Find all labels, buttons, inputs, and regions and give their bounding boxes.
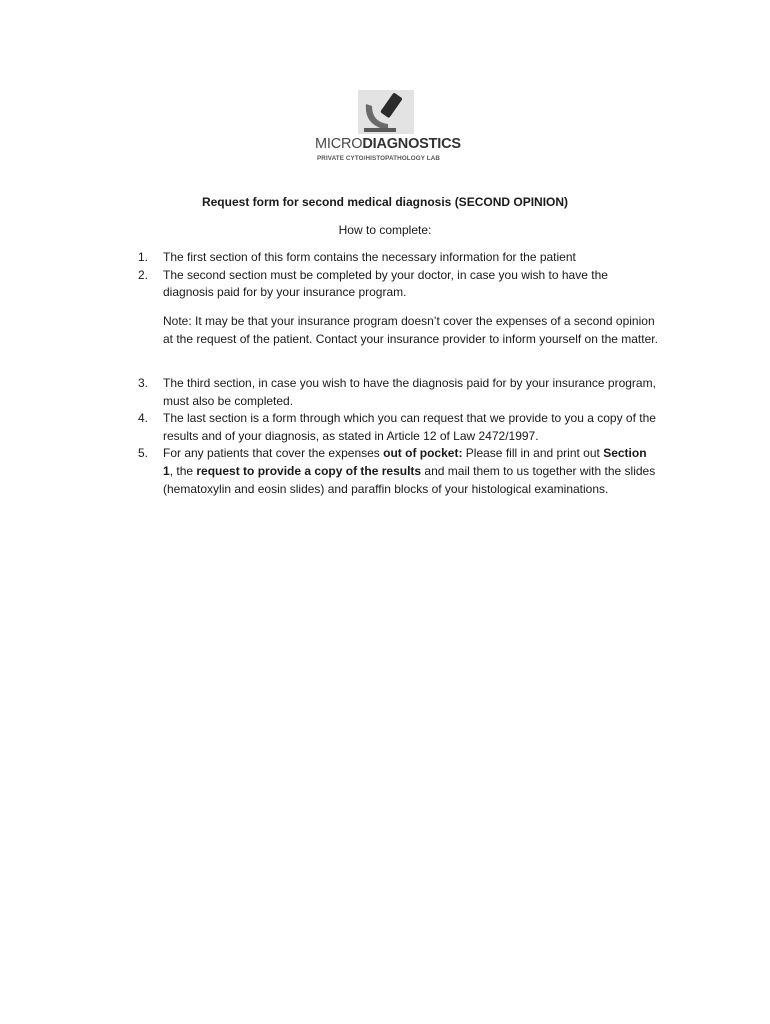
list-item <box>138 249 658 267</box>
bold-out-of-pocket: out of pocket: <box>383 446 463 461</box>
list-item-number: 5. <box>138 446 149 461</box>
list-item-number: 2. <box>138 267 149 282</box>
list-item-text: The third section, in case you wish to have the diagnosis paid for by your insurance program, must also be completed. <box>163 376 656 408</box>
list-item <box>138 410 658 445</box>
list-item <box>138 267 658 302</box>
form-subtitle: How to complete: <box>338 223 432 237</box>
logo-brand-name <box>315 136 461 152</box>
list-item-text: The last section is a form through which you can request that we provide to you a copy of the results and of your diagnosis, as stated in Article 12 of Law 2472/1997. <box>163 411 656 443</box>
microdiagnostics-logo <box>310 90 460 170</box>
logo-tagline: PRIVATE CYTO/HISTOPATHOLOGY LAB <box>317 155 440 162</box>
list-item-number: 3. <box>138 376 149 390</box>
list-item <box>138 445 658 498</box>
logo-brand-light: MICRO <box>315 136 363 152</box>
list-item-text <box>163 446 655 495</box>
bold-section-1: Section 1 <box>163 446 647 478</box>
instruction-list-part-2 <box>138 375 658 498</box>
text-segment: and mail them to us together with the slides (hematoxylin and eosin slides) and paraffin blocks of your histological examinations. <box>163 463 656 496</box>
text-segment: For any patients that cover the expenses <box>163 446 384 461</box>
list-item <box>138 375 658 410</box>
form-title: Request form for second medical diagnosis (SECOND OPINION) <box>201 195 569 209</box>
insurance-note: Note: It may be that your insurance program doesn’t cover the expenses of a second opinion at the request of the patient. Contact your insurance provider to inform yourself on the matter. <box>163 314 658 346</box>
logo-brand-bold: DIAGNOSTICS <box>362 136 461 152</box>
text-segment: Please fill in and print out <box>462 446 604 461</box>
instruction-list-part-1 <box>138 249 658 302</box>
list-item-text: The first section of this form contains the necessary information for the patient <box>163 250 576 264</box>
bold-copy-request: request to provide a copy of the results <box>196 463 422 478</box>
microscope-logo-icon <box>358 90 414 134</box>
list-item-number: 4. <box>138 411 149 426</box>
list-item-number: 1. <box>138 250 149 264</box>
list-item-text: The second section must be completed by your doctor, in case you wish to have the diagnosis paid for by your insurance program. <box>163 267 608 300</box>
text-segment: , the <box>169 463 197 478</box>
